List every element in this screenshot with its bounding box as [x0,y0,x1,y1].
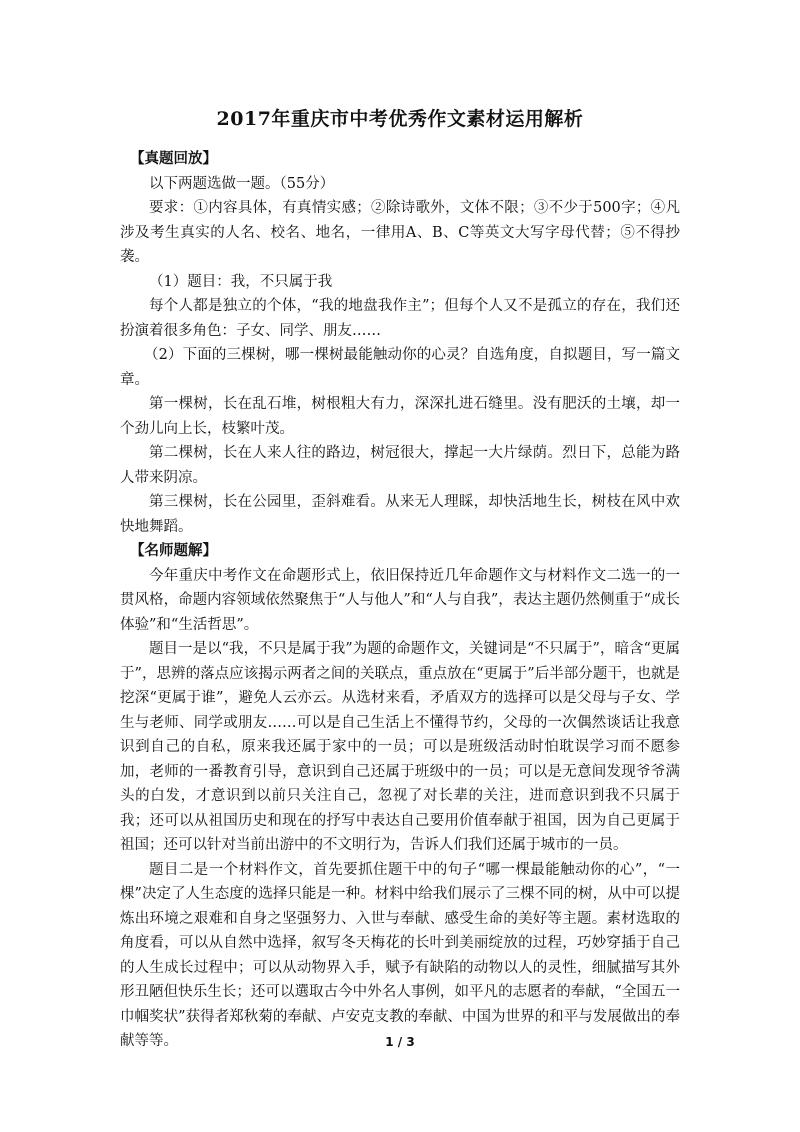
page-number: 1 / 3 [385,1035,415,1049]
section-heading-exam: 【真题回放】 [130,150,217,167]
section-heading-analysis: 【名师题解】 [130,542,217,559]
paragraph-intro: 以下两题选做一题。（55分） [149,175,335,192]
paragraph-analysis-3: 题目二是一个材料作文，首先要抓住题干中的句子“哪一棵最能触动你的心”，“一棵”决定了人生态度的选择只能是一种。材料中给我们展示了三棵不同的树，从中可以提炼出环境之艰难和自身之坚强努力、入世与奉献、感受生命的美好等主题。素材选取的角度看，可以从自然中选择，叙写冬天梅花的长叶到美丽绽放的过程，巧妙穿插于自己的人生成长过程中；可以从动物界入手，赋予有缺陷的动物以人的灵性，细腻描写其外形丑陋但快乐生长；还可以選取古今中外名人事例，如平凡的志愿者的奉献，“全国五一巾帼奖状”获得者郑秋菊的奉献、卢安克支教的奉献、中国为世界的和平与发展做出的奉献等等。 [120,861,680,1049]
paragraph-topic-1-description: 每个人都是独立的个体，“我的地盘我作主”；但每个人又不是孤立的存在，我们还扮演着很多角色：子女、同学、朋友…… [120,298,680,339]
paragraph-topic-1: （1）题目：我，不只属于我 [149,273,333,290]
document-title: 2017年重庆市中考优秀作文素材运用解析 [216,108,584,130]
paragraph-requirements: 要求：①内容具体，有真情实感；②除诗歌外，文体不限；③不少于500字；④凡涉及考生真实的人名、校名、地名，一律用A、B、C等英文大写字母代替；⑤不得抄袭。 [120,200,680,265]
paragraph-tree-2: 第二棵树，长在人来人往的路边，树冠很大，撑起一大片绿荫。烈日下，总能为路人带来阴凉。 [120,445,680,486]
paragraph-topic-2: （2）下面的三棵树，哪一棵树最能触动你的心灵？自选角度，自拟题目，写一篇文章。 [120,347,680,388]
paragraph-analysis-1: 今年重庆中考作文在命题形式上，依旧保持近几年命题作文与材料作文二选一的一贯风格，命题内容领域依然聚焦于“人与他人”和“人与自我”，表达主题仍然侧重于“成长体验”和“生活哲思”。 [120,567,680,633]
paragraph-analysis-2: 题目一是以“我，不只是属于我”为题的命题作文，关键词是“不只属于”，暗含“更属于”，思辨的落点应该揭示两者之间的关联点，重点放在“更属于”后半部分题干，也就是挖深“更属于谁”，避免人云亦云。从选材来看，矛盾双方的选择可以是父母与子女、学生与老师、同学或朋友……可以是自己生活上不懂得节约，父母的一次偶然谈话让我意识到自己的自私，原来我还属于家中的一员；可以是班级活动时怕耽误学习而不愿参加，老师的一番教育引导，意识到自己还属于班级中的一员；可以是无意间发现爷爷满头的白发，才意识到以前只关注自己，忽视了对长辈的关注，进而意识到我不只属于我；还可以从祖国历史和现在的抒写中表达自己要用价值奉献于祖国，因为自己更属于祖国；还可以针对当前出游中的不文明行为，告诉人们我们还属于城市的一员。 [120,641,680,853]
document-page [120,104,680,1054]
paragraph-tree-1: 第一棵树，长在乱石堆，树根粗大有力，深深扎进石缝里。没有肥沃的土壤，却一个劲儿向上长，枝繁叶茂。 [120,396,680,437]
paragraph-tree-3: 第三棵树，长在公园里，歪斜难看。从来无人理睬，却快活地生长，树枝在风中欢快地舞蹈。 [120,494,680,535]
